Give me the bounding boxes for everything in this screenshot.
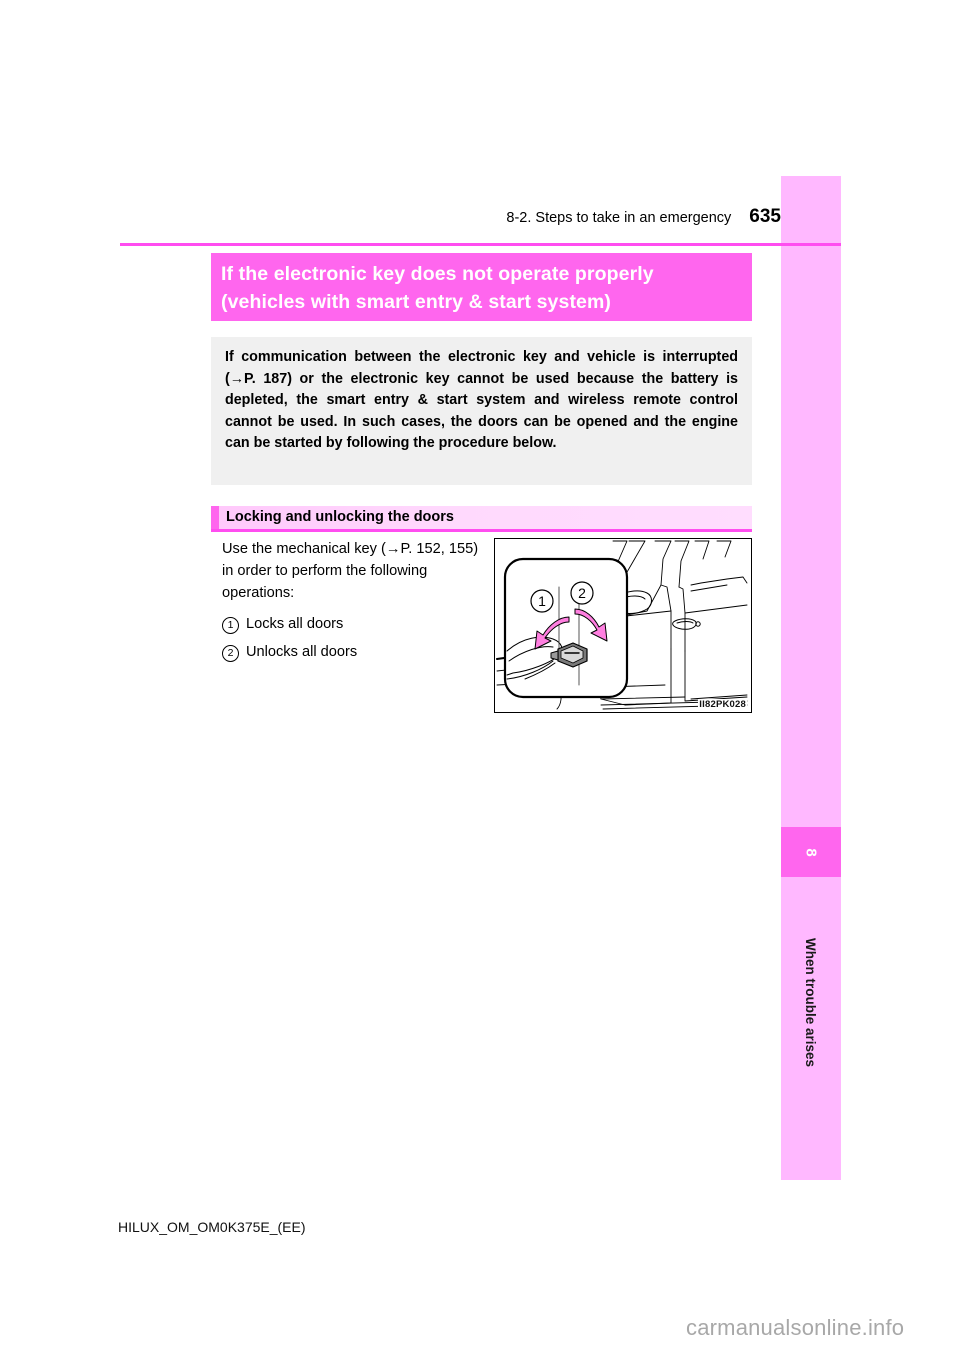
watermark: carmanualsonline.info <box>686 1315 905 1340</box>
illustration-callout-2: 2 <box>578 585 586 601</box>
body-column <box>222 538 490 669</box>
chapter-title-vertical <box>781 890 841 1150</box>
list-item-label: Unlocks all doors <box>246 644 358 660</box>
intro-callout-box <box>211 337 752 485</box>
intro-paragraph: If communication between the electronic key and vehicle is interrupted (→P. 187) or the electronic key cannot be used because the battery is depleted, the smart entry & start system and wireless remote control cannot be used. In such cases, the doors can be opened and the engine can be started by following the procedure below. <box>225 349 738 451</box>
illustration-callout-1: 1 <box>538 593 546 609</box>
list-item <box>222 613 490 635</box>
section-title-banner <box>211 253 752 321</box>
header-section-title: 8-2. Steps to take in an emergency <box>506 210 732 226</box>
section-title-line-2: (vehicles with smart entry & start system) <box>221 291 612 313</box>
subsection-accent-tab <box>211 506 219 529</box>
chapter-title-label: When trouble arises <box>803 937 819 1068</box>
operations-list <box>222 613 490 663</box>
callout-number-1: 1 <box>222 617 239 634</box>
illustration-svg <box>495 539 750 711</box>
callout-number-2: 2 <box>222 645 239 662</box>
chapter-number-label: 8 <box>802 847 820 857</box>
page-header <box>120 206 781 234</box>
document-code: HILUX_OM_OM0K375E_(EE) <box>118 1219 306 1235</box>
subsection-heading-label: Locking and unlocking the doors <box>226 509 454 525</box>
subsection-heading <box>211 506 752 532</box>
subsection-underline <box>211 529 752 532</box>
chapter-number <box>781 827 841 877</box>
section-title-line-1: If the electronic key does not operate properly <box>221 263 654 285</box>
page-number: 635 <box>749 206 781 227</box>
door-key-illustration <box>494 538 752 713</box>
list-item-label: Locks all doors <box>246 616 344 632</box>
list-item <box>222 641 490 663</box>
instruction-paragraph: Use the mechanical key (→P. 152, 155) in order to perform the following operations: <box>222 541 479 601</box>
header-divider <box>120 243 841 246</box>
figure-code: II82PK028 <box>699 699 746 710</box>
